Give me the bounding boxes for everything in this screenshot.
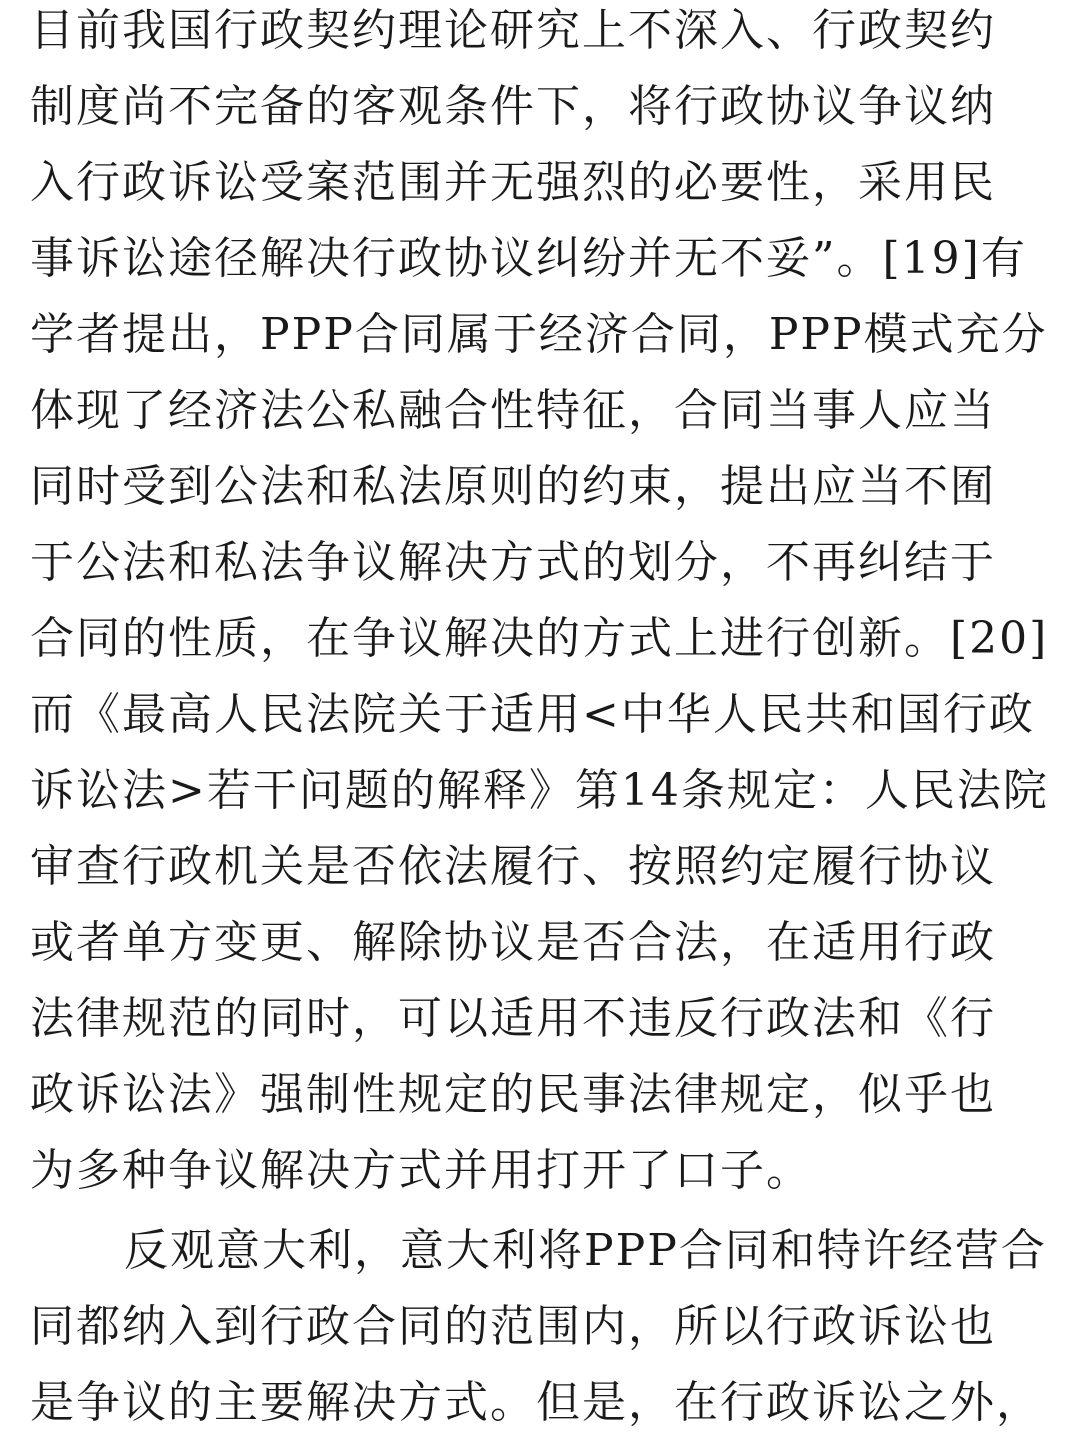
text-line: 于公法和私法争议解决方式的划分，不再纠结于 (30, 537, 996, 588)
text-line: 同都纳入到行政合同的范围内，所以行政诉讼也 (30, 1301, 996, 1352)
text-line: 制度尚不完备的客观条件下，将行政协议争议纳 (30, 81, 996, 132)
text-line: 学者提出，PPP合同属于经济合同，PPP模式充分 (30, 309, 1048, 360)
text-line: 入行政诉讼受案范围并无强烈的必要性，采用民 (30, 157, 996, 208)
text-line: 诉讼法>若干问题的解释》第14条规定：人民法院 (30, 765, 1049, 816)
text-line: 而《最高人民法院关于适用<中华人民共和国行政 (30, 689, 1035, 740)
text-line: 合同的性质，在争议解决的方式上进行创新。[20] (30, 613, 1049, 664)
text-line: 事诉讼途径解决行政协议纠纷并无不妥”。[19]有 (30, 233, 1027, 284)
text-line: 是争议的主要解决方式。但是，在行政诉讼之外， (30, 1377, 1042, 1428)
text-line: 法律规范的同时，可以适用不违反行政法和《行 (30, 993, 996, 1044)
text-line: 为多种争议解决方式并用打开了口子。 (30, 1145, 812, 1196)
text-line: 或者单方变更、解除协议是否合法，在适用行政 (30, 917, 996, 968)
text-line: 同时受到公法和私法原则的约束，提出应当不囿 (30, 461, 996, 512)
text-line: 政诉讼法》强制性规定的民事法律规定，似乎也 (30, 1069, 996, 1120)
text-line: 体现了经济法公私融合性特征，合同当事人应当 (30, 385, 996, 436)
text-line: 目前我国行政契约理论研究上不深入、行政契约 (30, 5, 996, 56)
text-line: 审查行政机关是否依法履行、按照约定履行协议 (30, 841, 996, 892)
paragraph-first-line: 反观意大利，意大利将PPP合同和特许经营合 (124, 1225, 1047, 1276)
